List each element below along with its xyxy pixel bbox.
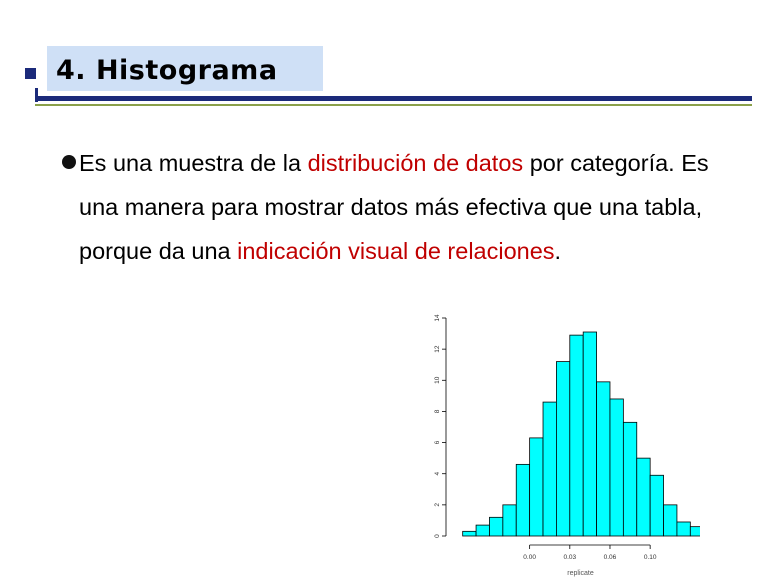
y-tick-label: 10 [434,376,441,384]
para-segment-1: Es una muestra de la [79,150,308,176]
histogram-bar [476,525,489,536]
y-tick-label: 14 [434,314,441,322]
histogram-bar [503,505,516,536]
title-rule-thin [35,104,752,106]
para-highlight-distribution: distribución de datos [307,150,524,176]
histogram-bar [650,475,663,536]
x-tick-label: 0.00 [523,554,536,561]
histogram-bar [664,505,677,536]
x-axis-label: replicate [567,570,594,577]
histogram-bar [516,464,529,536]
y-tick-label: 4 [434,471,441,476]
y-tick-label: 2 [434,503,441,507]
x-tick-label: 0.06 [603,554,617,561]
y-tick-label: 6 [434,440,441,445]
para-highlight-visual: indicación visual de relaciones [237,238,555,264]
x-tick-label: 0.10 [643,554,657,561]
histogram-bar [583,332,596,536]
histogram-bar [610,399,623,536]
para-segment-2: por categoría. Es una manera para mostrar datos más efectiva que una tabla, porque da una [79,150,709,264]
x-tick-label: 0.03 [563,554,577,561]
slide-title: 4. Histograma [56,55,278,86]
para-segment-3: . [554,238,562,264]
histogram-bar [570,335,583,536]
histogram-bar [556,362,569,536]
histogram-bar [677,522,690,536]
y-tick-label: 12 [434,345,441,353]
y-tick-label: 8 [434,409,441,414]
histogram-bar [597,382,610,536]
title-rule-thick [35,96,752,101]
bullet-dot-icon [62,155,76,169]
histogram-bar [543,402,556,536]
histogram-bar [690,527,700,536]
histogram-bar [489,517,502,536]
histogram-bar [637,458,650,536]
histogram-bar [623,422,636,536]
histogram-bar [463,531,476,536]
histogram-chart [425,306,700,581]
title-bullet [25,68,36,79]
y-tick-label: 0 [434,534,441,538]
bullet-paragraph [79,141,739,273]
histogram-bar [530,438,543,536]
